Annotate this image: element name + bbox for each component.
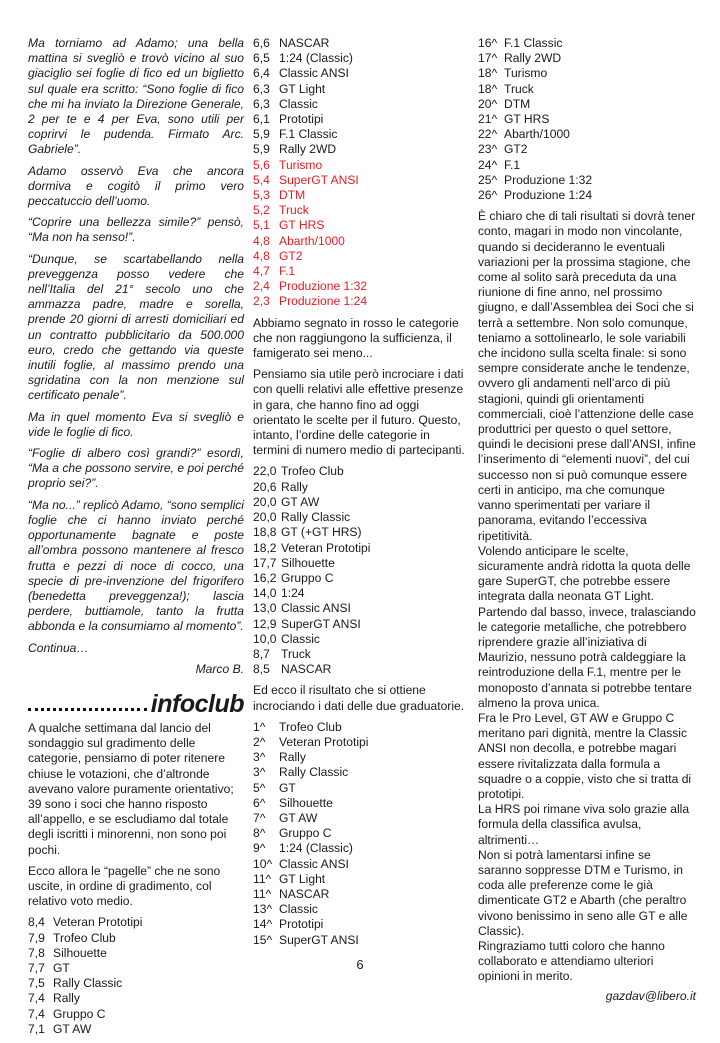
participants-row: [253, 541, 467, 556]
ranking-row-category: GT2: [504, 142, 528, 157]
score-row-category: Gruppo C: [53, 1006, 106, 1021]
ranking-row: [253, 735, 467, 750]
score-row: [253, 188, 467, 203]
ranking-row: [478, 66, 696, 81]
score-row-category: Silhouette: [53, 945, 107, 960]
ranking-row-value: 5^: [253, 780, 266, 795]
ranking-row: [253, 826, 467, 841]
ranking-row: [253, 902, 467, 917]
score-row-category: 1:24 (Classic): [279, 51, 353, 66]
participants-row-value: 20,0: [253, 510, 277, 525]
ranking-row-category: Veteran Prototipi: [279, 734, 369, 749]
ranking-row-value: 21^: [478, 112, 498, 127]
participants-row: [253, 525, 467, 540]
participants-row: [253, 571, 467, 586]
ranking-row-category: SuperGT ANSI: [279, 932, 359, 947]
participants-row: [253, 495, 467, 510]
participants-row: [253, 632, 467, 647]
ranking-row: [478, 158, 696, 173]
participants-row-category: Truck: [281, 646, 311, 661]
ranking-row-category: F.1: [504, 157, 521, 172]
ranking-row-value: 16^: [478, 36, 498, 50]
participants-row-category: Veteran Prototipi: [281, 540, 371, 555]
ranking-row-category: Truck: [504, 81, 534, 96]
ranking-row-value: 15^: [253, 932, 273, 947]
participants-row-value: 12,9: [253, 616, 277, 631]
ranking-row: [253, 933, 467, 948]
ranking-row-value: 3^: [253, 750, 266, 765]
participants-row-category: Rally Classic: [281, 510, 351, 525]
ranking-row-category: Classic ANSI: [279, 856, 349, 871]
ranking-row: [253, 887, 467, 902]
score-row-category: F.1: [279, 264, 296, 279]
conclusion-paragraph: Non si potrà lamentarsi infine se saranno soppresse DTM e Turismo, in coda alle preferenze come le già dimenticate GT2 e Abarth (che peraltro vivono benissimo in seno alle GT e alle Classic).: [478, 847, 688, 938]
score-row-value: 5,6: [253, 157, 270, 172]
ranking-row-category: 1:24 (Classic): [279, 841, 353, 856]
score-row-category: Prototipi: [279, 112, 324, 127]
ranking-row-value: 22^: [478, 127, 498, 142]
ranking-row-value: 26^: [478, 188, 498, 203]
column-right: [478, 36, 696, 1010]
ranking-row-value: 13^: [253, 902, 273, 917]
ranking-row-value: 9^: [253, 841, 266, 856]
ranking-row: [478, 36, 696, 51]
participants-row-category: Classic: [281, 631, 320, 646]
score-row-category: Produzione 1:24: [279, 294, 368, 309]
ranking-row-value: 1^: [253, 719, 266, 734]
red-note: Abbiamo segnato in rosso le categorie che non raggiungono la sufficienza, il famigerato sei meno...: [253, 315, 459, 361]
score-row: [28, 931, 244, 946]
participants-row-value: 8,5: [253, 662, 270, 677]
score-row-category: GT HRS: [279, 218, 325, 233]
ranking-row-category: Prototipi: [279, 917, 324, 932]
column-middle: [253, 36, 467, 954]
score-row-value: 5,1: [253, 218, 270, 233]
score-row: [253, 66, 467, 81]
participants-row-category: Gruppo C: [281, 570, 334, 585]
participants-row-category: SuperGT ANSI: [281, 616, 361, 631]
participants-row-value: 20,0: [253, 494, 277, 509]
score-row-value: 7,7: [28, 960, 45, 975]
ranking-row-category: Rally: [279, 750, 306, 765]
score-row-category: Rally 2WD: [279, 142, 337, 157]
cross-result-intro: Ed ecco il risultato che si ottiene incrociando i dati delle due graduatorie.: [253, 683, 465, 713]
score-row: [253, 97, 467, 112]
participants-row-category: GT (+GT HRS): [281, 525, 362, 540]
participants-row: [253, 617, 467, 632]
score-row-category: GT AW: [53, 1021, 92, 1036]
score-row: [28, 1007, 244, 1022]
score-row-value: 2,3: [253, 294, 270, 309]
participants-row: [253, 662, 467, 677]
survey-intro-2: Ecco allora le “pagelle” che ne sono uscite, in ordine di gradimento, col relativo voto medio.: [28, 863, 221, 909]
participants-intro: Pensiamo sia utile però incrociare i dati con quelli relativi alle effettive presenze in gara, che hanno fino ad oggi orientato le scelte per il futuro. Questo, intanto, l’ordine delle categorie in termini di numero medio di partecipanti.: [253, 367, 465, 458]
score-row-category: Rally Classic: [53, 976, 123, 991]
ranking-row-category: GT AW: [279, 810, 318, 825]
ranking-row-value: 25^: [478, 172, 498, 187]
participants-row-value: 18,8: [253, 525, 277, 540]
ranking-row-category: Turismo: [504, 66, 548, 81]
score-row: [253, 294, 467, 309]
score-row: [253, 51, 467, 66]
score-row-category: Classic ANSI: [279, 66, 349, 81]
ranking-row-value: 23^: [478, 142, 498, 157]
score-row-category: GT Light: [279, 81, 326, 96]
ranking-row: [253, 781, 467, 796]
conclusion-paragraph: Fra le Pro Level, GT AW e Gruppo C meritano pari dignità, mentre la Classic ANSI non decolla, e potrebbe magari essere rivitalizzata dalla formula a squadre o a coppie, visto che si tratta di prototipi.: [478, 710, 692, 801]
score-row: [28, 1022, 244, 1037]
score-row: [253, 142, 467, 157]
ranking-row-category: Produzione 1:24: [504, 188, 593, 203]
infoclub-masthead: [28, 687, 244, 717]
ranking-row-value: 6^: [253, 795, 266, 810]
score-row: [28, 991, 244, 1006]
score-row-value: 4,7: [253, 264, 270, 279]
score-row: [253, 173, 467, 188]
participants-row-category: Classic ANSI: [281, 601, 351, 616]
score-row-value: 6,3: [253, 96, 270, 111]
ranking-row-value: 3^: [253, 765, 266, 780]
story-paragraph: Adamo osservò Eva che ancora dormiva e cogitò il primo vero peccatuccio dell’uomo.: [28, 163, 244, 209]
score-row-value: 5,9: [253, 127, 270, 142]
score-row: [253, 158, 467, 173]
ranking-row-value: 20^: [478, 96, 498, 111]
score-row-value: 5,4: [253, 172, 270, 187]
score-row-value: 7,9: [28, 930, 45, 945]
ranking-row-value: 18^: [478, 81, 498, 96]
scores-list-part2: [253, 36, 467, 310]
score-row-category: Rally: [53, 991, 80, 1006]
ranking-row: [253, 872, 467, 887]
score-row-value: 7,5: [28, 976, 45, 991]
participants-row-value: 14,0: [253, 586, 277, 601]
participants-row-category: Rally: [281, 479, 308, 494]
ranking-row: [478, 127, 696, 142]
participants-row: [253, 464, 467, 479]
ranking-row: [478, 51, 696, 66]
participants-row: [253, 480, 467, 495]
story-paragraph: Ma torniamo ad Adamo; una bella mattina si svegliò e trovò vicino al suo giaciglio sei foglie di fico ed un biglietto sul quale era scritto: “Sono foglie di fico che mi ha inviato la Direzione Generale, 2 per te e 4 per Eva, sono utili per coprirvi le pudenda. Firmato Arc. Gabriele”.: [28, 36, 244, 157]
participants-row-category: Trofeo Club: [281, 464, 344, 479]
score-row-category: Trofeo Club: [53, 930, 116, 945]
ranking-row-category: DTM: [504, 96, 531, 111]
score-row-category: Turismo: [279, 157, 323, 172]
ranking-row: [253, 720, 467, 735]
score-row-category: Veteran Prototipi: [53, 915, 143, 930]
score-row: [253, 218, 467, 233]
ranking-row: [478, 188, 696, 203]
ranking-row: [478, 142, 696, 157]
score-row-value: 6,1: [253, 112, 270, 127]
score-row-value: 6,6: [253, 36, 270, 50]
participants-row-category: NASCAR: [281, 662, 332, 677]
score-row-value: 4,8: [253, 233, 270, 248]
ranking-row-category: Abarth/1000: [504, 127, 570, 142]
participants-row-value: 17,7: [253, 555, 277, 570]
column-left: [28, 36, 244, 1043]
ranking-list-part2: [478, 36, 696, 203]
score-row-value: 2,4: [253, 279, 270, 294]
conclusion-paragraph: Ringraziamo tutti coloro che hanno collaborato e attendiamo ulteriori opinioni in merito.: [478, 938, 665, 984]
participants-row-category: 1:24: [281, 586, 305, 601]
ranking-row-value: 8^: [253, 826, 266, 841]
participants-list: [253, 464, 467, 677]
score-row-category: F.1 Classic: [279, 127, 338, 142]
score-row-value: 4,8: [253, 248, 270, 263]
score-row-value: 6,4: [253, 66, 270, 81]
participants-row-value: 8,7: [253, 646, 270, 661]
score-row: [253, 82, 467, 97]
story-paragraph: “Dunque, se scartabellando nella preveggenza posso vedere che nell’Italia del 21° secolo uno che ammazza padre, madre e sorella, prende 20 giorni di arresti domiciliari ed un contratto pubblicitario da 500.000 euro, credo che gettando via queste inutili foglie, al massimo prendo una sgridatina con la non menzione sul certificato penale”.: [28, 251, 244, 403]
score-row: [253, 127, 467, 142]
score-row-value: 6,5: [253, 51, 270, 66]
ranking-row-value: 11^: [253, 886, 272, 901]
score-row-value: 5,3: [253, 188, 270, 203]
participants-row-value: 22,0: [253, 464, 277, 479]
score-row-value: 7,1: [28, 1021, 45, 1036]
score-row-category: NASCAR: [279, 36, 330, 50]
page-number: 6: [356, 957, 364, 972]
ranking-row: [478, 82, 696, 97]
ranking-row-value: 7^: [253, 810, 266, 825]
ranking-row-category: GT HRS: [504, 112, 550, 127]
ranking-row-category: Classic: [279, 902, 318, 917]
score-row-category: SuperGT ANSI: [279, 172, 359, 187]
score-row-category: DTM: [279, 188, 306, 203]
ranking-row-category: Trofeo Club: [279, 719, 342, 734]
score-row-category: Produzione 1:32: [279, 279, 368, 294]
ranking-row: [478, 173, 696, 188]
story-paragraph: Ma in quel momento Eva si svegliò e vide le foglie di fico.: [28, 409, 244, 439]
dotted-rule: [28, 708, 147, 711]
ranking-row-category: F.1 Classic: [504, 36, 563, 50]
participants-row: [253, 556, 467, 571]
conclusion-paragraph: La HRS poi rimane viva solo grazie alla formula della classifica avulsa, altrimenti…: [478, 802, 690, 847]
participants-row: [253, 647, 467, 662]
ranking-row: [253, 765, 467, 780]
ranking-row-value: 24^: [478, 157, 498, 172]
participants-row-value: 13,0: [253, 601, 277, 616]
score-row: [253, 279, 467, 294]
ranking-row-category: NASCAR: [279, 886, 330, 901]
ranking-row-category: Rally Classic: [279, 765, 349, 780]
ranking-row: [253, 811, 467, 826]
ranking-row: [253, 796, 467, 811]
participants-row-category: GT AW: [281, 494, 320, 509]
story-paragraph: “Foglie di albero così grandi?” esordì, “Ma a che possono servire, e poi perché proprio sei?”.: [28, 446, 244, 491]
score-row: [253, 112, 467, 127]
conclusion-text: [478, 209, 696, 984]
participants-row-value: 10,0: [253, 631, 277, 646]
conclusion-paragraph: Volendo anticipare le scelte, sicuramente andrà ridotta la quota delle gare SuperGT, che potrebbe essere integrata dalla neonata GT Light. Partendo dal basso, invece, tralasciando le categorie metalliche, che potrebbero riprendere grazie all’iniziativa di Maurizio, nessuno potrà caldeggiare la reintroduzione della F.1, mentre per le monoposto d’annata si potrebbe tentare almeno la prova unica.: [478, 543, 696, 710]
ranking-row: [253, 917, 467, 932]
ranking-row: [253, 841, 467, 856]
score-row-value: 7,4: [28, 991, 45, 1006]
participants-row: [253, 586, 467, 601]
participants-row-value: 16,2: [253, 570, 277, 585]
ranking-list-part1: [253, 720, 467, 948]
ranking-row-category: Silhouette: [279, 795, 333, 810]
score-row: [28, 976, 244, 991]
signature: Marco B.: [195, 661, 244, 676]
score-row-value: 5,9: [253, 142, 270, 157]
author-email: gazdav@libero.it: [605, 988, 696, 1003]
masthead-title: infoclub: [150, 689, 244, 718]
ranking-row: [253, 857, 467, 872]
participants-row: [253, 510, 467, 525]
ranking-row-value: 10^: [253, 856, 273, 871]
score-row-category: Abarth/1000: [279, 233, 345, 248]
ranking-row: [478, 97, 696, 112]
participants-row-value: 18,2: [253, 540, 277, 555]
ranking-row-value: 14^: [253, 917, 273, 932]
ranking-row-value: 17^: [478, 51, 498, 66]
ranking-row-category: Gruppo C: [279, 826, 332, 841]
score-row-category: GT: [53, 960, 70, 975]
conclusion-paragraph: È chiaro che di tali risultati si dovrà tener conto, magari in modo non vincolante, quando si decideranno le eventuali variazioni per la prossima stagione, che come al solito sarà preceduta da una riunione di fine anno, nel prossimo giugno, e dall’Assemblea dei Soci che si terrà a settembre. Non solo comunque, teniamo a sottolinearlo, le sole variabili che incidono sulla scelta finale: si sono sempre considerate anche le tendenze, ovvero gli andamenti nell’arco di più stagioni, quindi gli orientamenti commerciali, cioè l’attenzione delle case produttrici per questo o quel settore, quindi le decisioni prese dall’ANSI, infine l’inserimento di “elementi nuovi”, del cui successo non si può comunque essere certi in anticipo, ma che comunque vanno sperimentati per variare il panorama, evitando l’eccessiva ripetitività.: [478, 209, 696, 543]
story-paragraph: “Coprire una bellezza simile?” pensò, “Ma non ha senso!”.: [28, 215, 244, 245]
score-row: [253, 36, 467, 51]
ranking-row: [478, 112, 696, 127]
story-paragraph: Continua…: [28, 640, 89, 655]
score-row: [253, 264, 467, 279]
ranking-row-category: Rally 2WD: [504, 51, 562, 66]
participants-row: [253, 601, 467, 616]
ranking-row-category: Produzione 1:32: [504, 172, 593, 187]
score-row-category: Classic: [279, 96, 318, 111]
score-row-value: 7,4: [28, 1006, 45, 1021]
score-row: [253, 203, 467, 218]
story-text: [28, 36, 244, 656]
score-row-value: 7,8: [28, 945, 45, 960]
ranking-row-value: 11^: [253, 871, 272, 886]
score-row: [28, 915, 244, 930]
score-row-value: 5,2: [253, 203, 270, 218]
score-row-category: Truck: [279, 203, 309, 218]
ranking-row-value: 2^: [253, 734, 266, 749]
score-row: [253, 249, 467, 264]
score-row: [253, 234, 467, 249]
score-row-category: GT2: [279, 248, 303, 263]
story-paragraph: “Ma no...” replicò Adamo, “sono semplici foglie che ci hanno inviato perché opportunamente bagnate e poste all’ombra possono mantenere al fresco frutta e pezzi di noce di cocco, una specie di pre-invenzione del frigorifero (benedetta preveggenza!); lascia perdere, buttiamole, tanto la frutta abbonda e la consumiamo al momento”.: [28, 497, 244, 634]
ranking-row: [253, 750, 467, 765]
ranking-row-category: GT: [279, 780, 296, 795]
ranking-row-value: 18^: [478, 66, 498, 81]
score-row-value: 6,3: [253, 81, 270, 96]
survey-intro: A qualche settimana dal lancio del sondaggio sul gradimento delle categorie, pensiamo di poter ritenere chiuse le votazioni, che d’altronde avevano valore puramente orientativo; 39 sono i soci che hanno risposto all’appello, e se escludiamo dal totale degli iscritti i minorenni, non sono poi pochi.: [28, 720, 234, 857]
score-row-value: 8,4: [28, 915, 45, 930]
participants-row-value: 20,6: [253, 479, 277, 494]
ranking-row-category: GT Light: [279, 871, 326, 886]
participants-row-category: Silhouette: [281, 555, 335, 570]
